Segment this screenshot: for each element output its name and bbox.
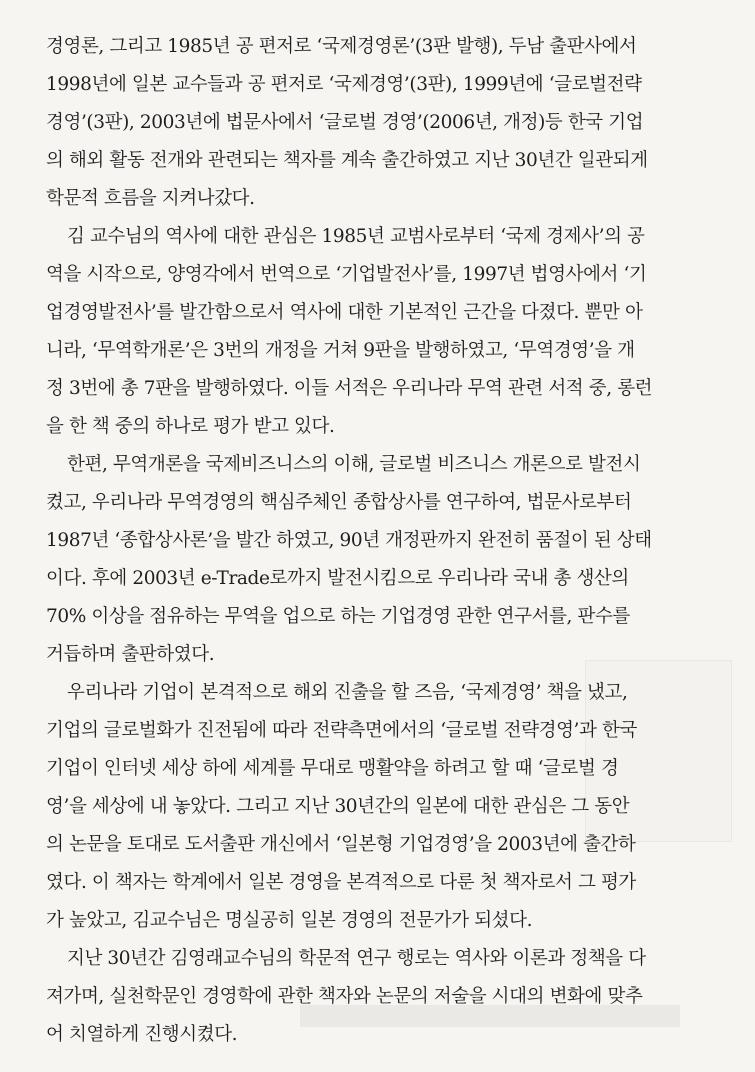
text-line: 의 논문을 토대로 도서출판 개신에서 ‘일본형 기업경영’을 2003년에 출간하 [46,834,636,855]
text-line: 역을 시작으로, 양영각에서 번역으로 ‘기업발전사’를, 1997년 법영사에서 ‘기 [46,264,647,285]
text-line: 한편, 무역개론을 국제비즈니스의 이해, 글로벌 비즈니스 개론으로 발전시 [67,454,641,475]
text-line: 니라, ‘무역학개론’은 3번의 개정을 거쳐 9판을 발행하였고, ‘무역경영’을 개 [46,340,635,361]
text-line: 정 3번에 총 7판을 발행하였다. 이들 서적은 우리나라 무역 관련 서적 중, 롱런 [46,378,653,399]
text-line: 70% 이상을 점유하는 무역을 업으로 하는 기업경영 관한 연구서를, 판수를 [46,606,630,627]
text-line: 1987년 ‘종합상사론’을 발간 하였고, 90년 개정판까지 완전히 품절이 된 상태 [46,530,652,551]
paragraph [46,674,724,940]
paragraph [46,940,724,1054]
body-text [46,28,724,1054]
text-line: 어 치열하게 진행시켰다. [46,1024,238,1045]
paragraph [46,218,724,446]
text-line: 경영’(3판), 2003년에 법문사에서 ‘글로벌 경영’(2006년, 개정)등 한국 기업 [46,112,644,133]
text-line: 켰고, 우리나라 무역경영의 핵심주체인 종합상사를 연구하여, 법문사로부터 [46,492,632,513]
text-line: 을 한 책 중의 하나로 평가 받고 있다. [46,416,335,437]
text-line: 1998년에 일본 교수들과 공 편저로 ‘국제경영’(3판), 1999년에 ‘글로벌전략 [46,74,642,95]
text-line: 거듭하며 출판하였다. [46,644,215,665]
text-line: 경영론, 그리고 1985년 공 편저로 ‘국제경영론’(3판 발행), 두남 출판사에서 [46,36,637,57]
text-line: 영’을 세상에 내 놓았다. 그리고 지난 30년간의 일본에 대한 관심은 그 동안 [46,796,630,817]
text-line: 가 높았고, 김교수님은 명실공히 일본 경영의 전문가가 되셨다. [46,910,533,931]
text-line: 김 교수님의 역사에 대한 관심은 1985년 교범사로부터 ‘국제 경제사’의 공 [67,226,645,247]
paragraph [46,28,724,218]
text-line: 우리나라 기업이 본격적으로 해외 진출을 할 즈음, ‘국제경영’ 책을 냈고, [67,682,628,703]
text-line: 학문적 흐름을 지켜나갔다. [46,188,255,209]
text-line: 의 해외 활동 전개와 관련되는 책자를 계속 출간하였고 지난 30년간 일관되게 [46,150,648,171]
paragraph [46,446,724,674]
text-line: 였다. 이 책자는 학계에서 일본 경영을 본격적으로 다룬 첫 책자로서 그 평가 [46,872,636,893]
text-line: 이다. 후에 2003년 e-Trade로까지 발전시킴으로 우리나라 국내 총 생산의 [46,568,629,589]
text-line: 업경영발전사’를 발간함으로서 역사에 대한 기본적인 근간을 다졌다. 뿐만 아 [46,302,643,323]
text-line: 지난 30년간 김영래교수님의 학문적 연구 행로는 역사와 이론과 정책을 다 [67,948,646,969]
text-line: 기업의 글로벌화가 진전됨에 따라 전략측면에서의 ‘글로벌 전략경영’과 한국 [46,720,637,741]
text-line: 져가며, 실천학문인 경영학에 관한 책자와 논문의 저술을 시대의 변화에 맞추 [46,986,643,1007]
text-line: 기업이 인터넷 세상 하에 세계를 무대로 맹활약을 하려고 할 때 ‘글로벌 경 [46,758,619,779]
